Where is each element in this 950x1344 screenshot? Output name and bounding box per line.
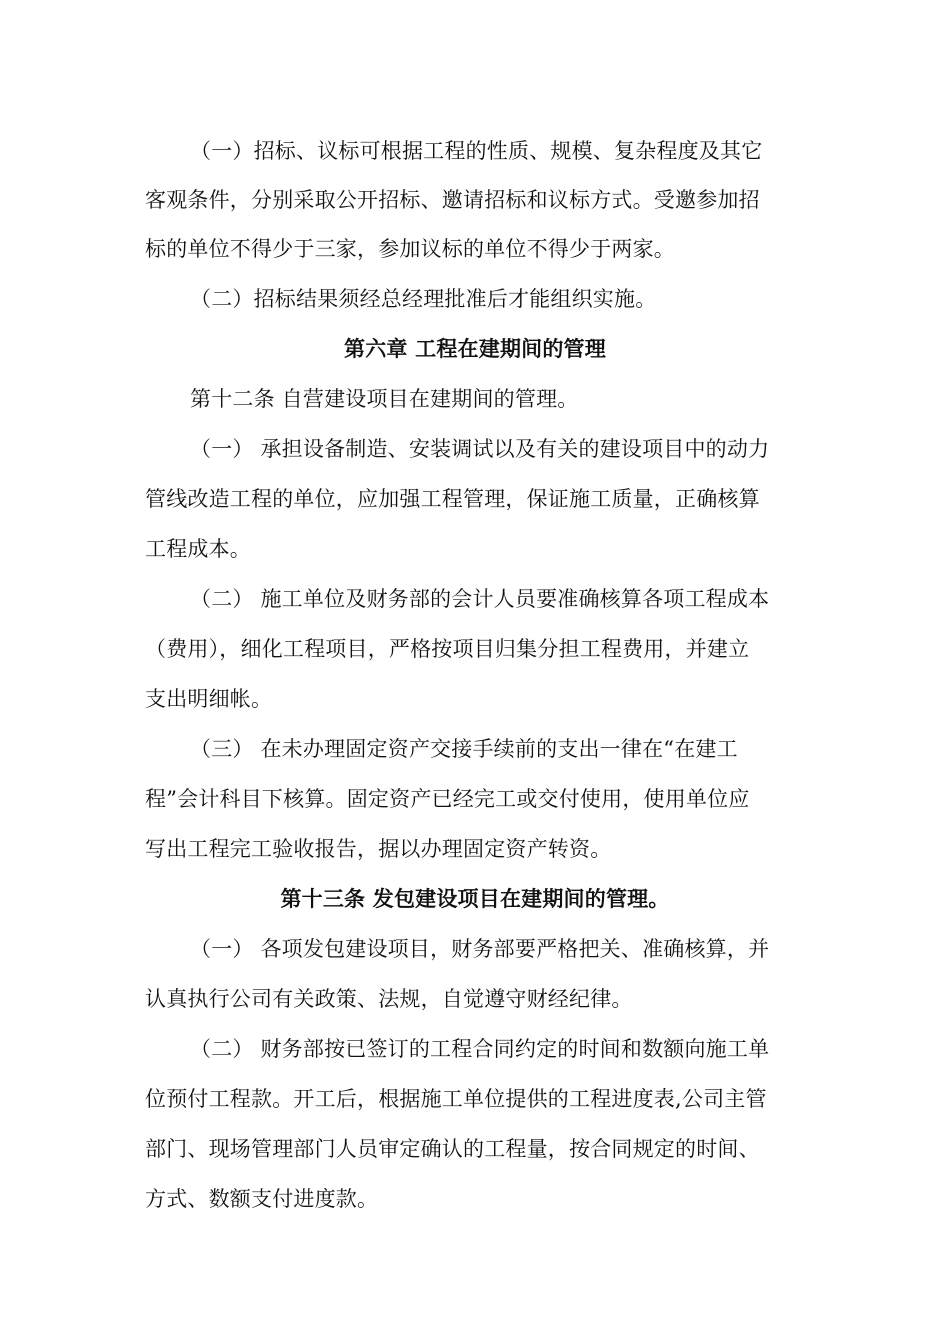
paragraph-line: 管线改造工程的单位，应加强工程管理，保证施工质量，正确核算	[145, 487, 760, 511]
paragraph-line: 部门、现场管理部门人员审定确认的工程量，按合同规定的时间、	[145, 1137, 760, 1161]
paragraph-line: 程”会计科目下核算。固定资产已经完工或交付使用，使用单位应	[145, 787, 750, 811]
paragraph-line: 支出明细帐。	[145, 687, 273, 711]
paragraph-line: （二） 施工单位及财务部的会计人员要准确核算各项工程成本	[190, 587, 770, 611]
paragraph-line: （二） 财务部按已签订的工程合同约定的时间和数额向施工单	[190, 1037, 770, 1061]
paragraph-line: 工程成本。	[145, 537, 251, 561]
paragraph-line: 认真执行公司有关政策、法规，自觉遵守财经纪律。	[145, 987, 633, 1011]
paragraph-line: 位预付工程款。开工后，根据施工单位提供的工程进度表,公司主管	[145, 1087, 767, 1111]
chapter-heading: 第六章 工程在建期间的管理	[344, 336, 606, 361]
paragraph-line: （一） 各项发包建设项目，财务部要严格把关、准确核算，并	[190, 937, 770, 961]
paragraph-line: （一）招标、议标可根据工程的性质、规模、复杂程度及其它	[190, 139, 763, 163]
paragraph-line: 方式、数额支付进度款。	[145, 1187, 379, 1211]
paragraph-line: 标的单位不得少于三家，参加议标的单位不得少于两家。	[145, 237, 675, 261]
paragraph-line: 写出工程完工验收报告，据以办理固定资产转资。	[145, 837, 612, 861]
paragraph-line: （三） 在未办理固定资产交接手续前的支出一律在“在建工	[190, 737, 738, 761]
paragraph-line: （一） 承担设备制造、安装调试以及有关的建设项目中的动力	[190, 437, 770, 461]
paragraph-line: （二）招标结果须经总经理批准后才能组织实施。	[190, 287, 657, 311]
article-heading: 第十二条 自营建设项目在建期间的管理。	[190, 387, 579, 411]
article-heading: 第十三条 发包建设项目在建期间的管理。	[280, 886, 670, 911]
paragraph-line: 客观条件，分别采取公开招标、邀请招标和议标方式。受邀参加招	[145, 188, 760, 212]
paragraph-line: （费用），细化工程项目，严格按项目归集分担工程费用，并建立	[145, 637, 750, 661]
